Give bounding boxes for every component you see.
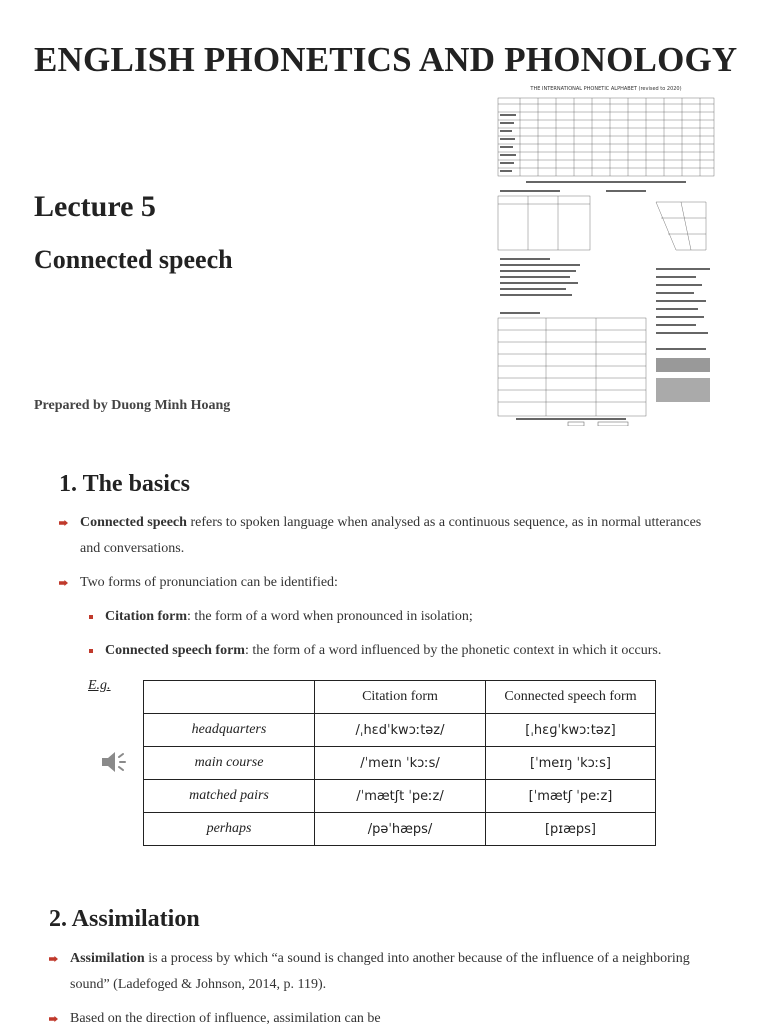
term-connected-speech-form: Connected speech form: [105, 643, 245, 658]
connected-cell: [pɪæps]: [486, 813, 656, 846]
bullet-two-forms: Two forms of pronunciation can be identified:: [80, 575, 338, 590]
table-row: [144, 714, 656, 747]
table-header-row: [144, 681, 656, 714]
sub-bullet-text: : the form of a word when pronounced in isolation;: [187, 609, 473, 624]
table-header-cell: [144, 681, 315, 714]
connected-cell: [ˈmætʃ ˈpeːz]: [486, 780, 656, 813]
bullet-text: refers to spoken language when analysed as a continuous sequence, as in normal utterances: [186, 515, 702, 530]
ipa-chart-caption: THE INTERNATIONAL PHONETIC ALPHABET (revised to 2020): [530, 86, 682, 92]
sub-bullet-connected: [105, 638, 661, 664]
example-label: E.g.: [88, 678, 111, 693]
ipa-chart-image: [496, 86, 716, 428]
word-cell: main course: [144, 747, 315, 780]
section-heading-basics: 1. The basics: [59, 471, 190, 497]
term-assimilation: Assimilation: [70, 951, 145, 966]
arrow-bullet-icon: [59, 580, 68, 586]
arrow-bullet-icon: [49, 1016, 58, 1022]
bullet-connected-speech: [80, 510, 740, 562]
square-bullet-icon: [89, 615, 93, 619]
connected-cell: [ˈmeɪŋ ˈkɔːs]: [486, 747, 656, 780]
author-credit: Prepared by Duong Minh Hoang: [34, 398, 231, 413]
table-row: [144, 747, 656, 780]
word-cell: perhaps: [144, 813, 315, 846]
speaker-icon[interactable]: [100, 748, 128, 776]
lecture-number: Lecture 5: [34, 190, 156, 223]
term-connected-speech: Connected speech: [80, 515, 187, 530]
square-bullet-icon: [89, 649, 93, 653]
citation-cell: /ˈmeɪn ˈkɔːs/: [315, 747, 486, 780]
table-row: [144, 813, 656, 846]
sub-bullet-text: : the form of a word influenced by the phonetic context in which it occurs.: [244, 643, 662, 658]
table-header-cell: Connected speech form: [486, 681, 656, 714]
bullet-text: is a process by which “a sound is changed into another because of the influence of a neighboring: [144, 951, 690, 966]
bullet-direction: Based on the direction of influence, assimilation can be: [70, 1011, 381, 1026]
term-citation-form: Citation form: [105, 609, 188, 624]
arrow-bullet-icon: [59, 520, 68, 526]
citation-cell: /pəˈhæps/: [315, 813, 486, 846]
lecture-subtitle: Connected speech: [34, 245, 233, 274]
section-heading-assimilation: 2. Assimilation: [49, 906, 200, 932]
bullet-text-cont: sound” (Ladefoged & Johnson, 2014, p. 119).: [70, 977, 327, 992]
table-header-cell: Citation form: [315, 681, 486, 714]
page-title: ENGLISH PHONETICS AND PHONOLOGY: [34, 40, 738, 79]
word-cell: headquarters: [144, 714, 315, 747]
citation-cell: /ˈmætʃt ˈpeːz/: [315, 780, 486, 813]
ipa-chart-graphic: [496, 92, 716, 426]
citation-cell: /ˌhɛdˈkwɔːtəz/: [315, 714, 486, 747]
connected-cell: [ˌhɛɡˈkwɔːtəz]: [486, 714, 656, 747]
arrow-bullet-icon: [49, 956, 58, 962]
bullet-text-cont: and conversations.: [80, 541, 185, 556]
bullet-assimilation: [70, 946, 740, 998]
table-row: [144, 780, 656, 813]
sub-bullet-citation: [105, 604, 473, 630]
example-table: [143, 680, 656, 846]
word-cell: matched pairs: [144, 780, 315, 813]
